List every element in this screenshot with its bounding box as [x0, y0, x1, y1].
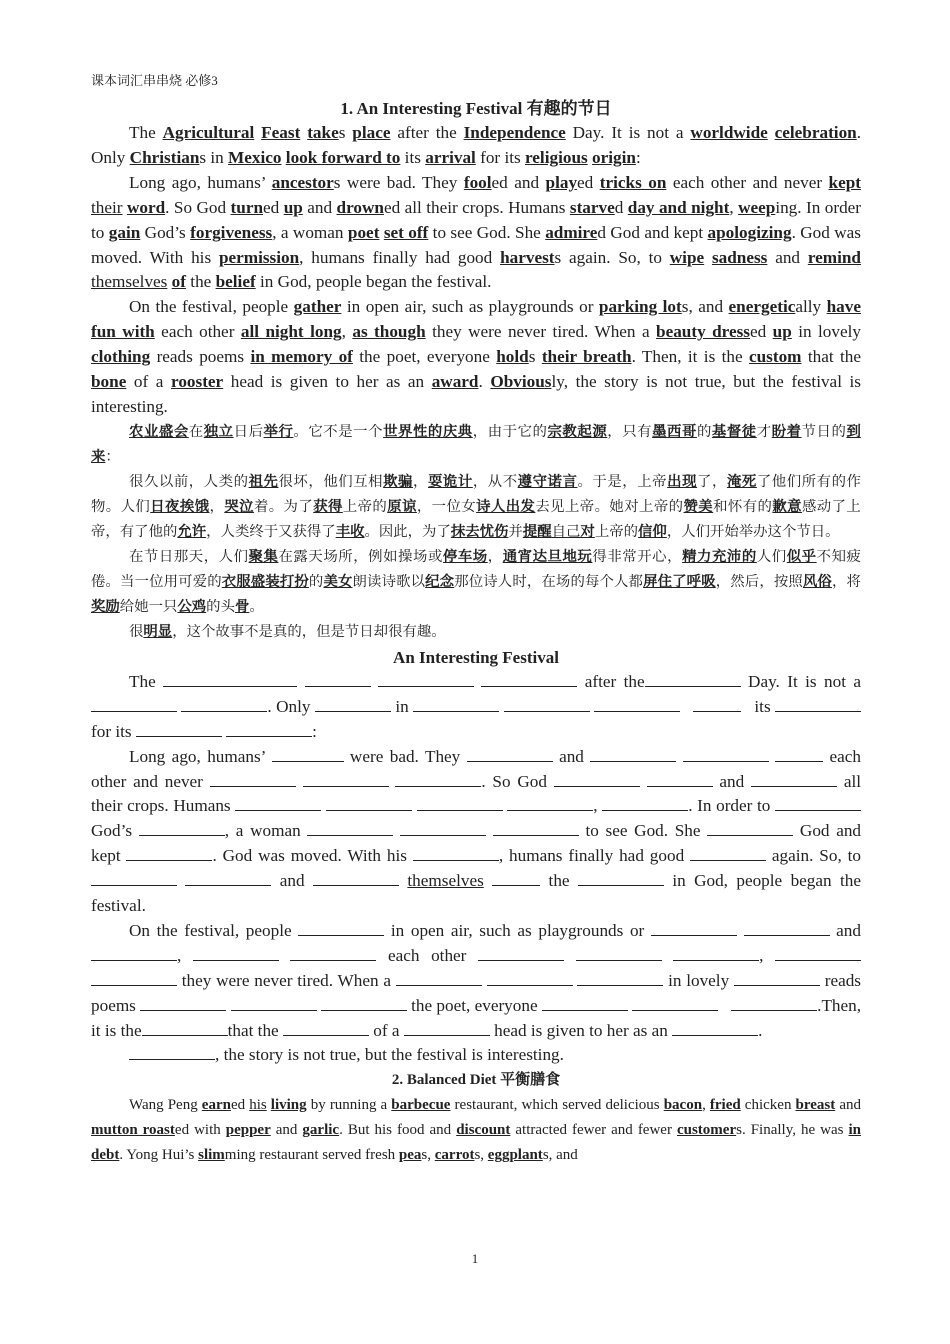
- english-passage-1: The Agricultural Feast takes place after the Independence Day. It is not a worldwide celebration. Only Christians in Mexico look forward to its arrival for its religious origin: Long ago, humans’ ancestors were bad. They fooled and played tricks on each other and never kept their word. So God turned up and drowned all their crops. Humans starved day and night, weeping. In order to gain God’s forgiveness, a woman poet set off to see God. She admired God and kept apologizing. God was moved. With his permission, humans finally had good harvests again. So, to wipe sadness and remind themselves of the belief in God, people began the festival. On the festival, people gather in open air, such as playgrounds or parking lots, and energetically have fun with each other all night long, as though they were never tired. When a beauty dressed up in lovely clothing reads poems in memory of the poet, everyone holds their breath. Then, it is the custom that the bone of a rooster head is given to her as an award. Obviously, the story is not true, but the festival is interesting.: [91, 123, 862, 416]
- fill-in-passage: The after the Day. It is not a . Only in its for its : Long ago, humans’ were bad. They and each other and never . So God and all their crops. Humans , . In order to God’s , a woman to see God. She God and kept . God was moved. With his , humans finally had good again. So, to and themselves the in God, people began the festival. On the festival, people in open air, such as playgrounds or and , each other , they were never tired. When a in lovely reads poems the poet, everyone .Then, it is the that the of a head is given to her as an . , the story is not true, but the festival is interesting.: [91, 671, 862, 1065]
- english-passage-2: Wang Peng earned his living by running a barbecue restaurant, which served delicious bacon, fried chicken breast and mutton roasted with pepper and garlic. But his food and discount attracted fewer and fewer customers. Finally, he was in debt. Yong Hui’s slimming restaurant served fresh peas, carrots, eggplants, and: [91, 1097, 862, 1164]
- page-body: [91, 97, 861, 1168]
- document-header: 课本词汇串串烧 必修3: [91, 73, 218, 88]
- section-title-3: 2. Balanced Diet 平衡膳食: [391, 1072, 561, 1089]
- page-number: 1: [471, 1251, 479, 1266]
- section-title-2: An Interesting Festival: [393, 647, 559, 667]
- section-title-1: 1. An Interesting Festival 有趣的节日: [340, 99, 612, 118]
- chinese-passage-1: 农业盛会在独立日后举行。它不是一个世界性的庆典，由于它的宗教起源，只有墨西哥的基督徒才盼着节日的到来： 很久以前，人类的祖先很坏，他们互相欺骗，耍诡计，从不遵守诺言。于是，上帝出现了，淹死了他们所有的作物。人们日夜挨饿，哭泣着。为了获得上帝的原谅，一位女诗人出发去见上帝。她对上帝的赞美和怀有的歉意感动了上帝，有了他的允许，人类终于又获得了丰收。因此，为了抹去忧伤并提醒自己对上帝的信仰，人们开始举办这个节日。 在节日那天，人们聚集在露天场所，例如操场或停车场，通宵达旦地玩得非常开心，精力充沛的人们似乎不知疲倦。当一位用可爱的衣服盛装打扮的美女朗读诗歌以纪念那位诗人时，在场的每个人都屏住了呼吸，然后，按照风俗，将奖励给她一只公鸡的头骨。 很明显，这个故事不是真的，但是节日却很有趣。: [91, 423, 861, 640]
